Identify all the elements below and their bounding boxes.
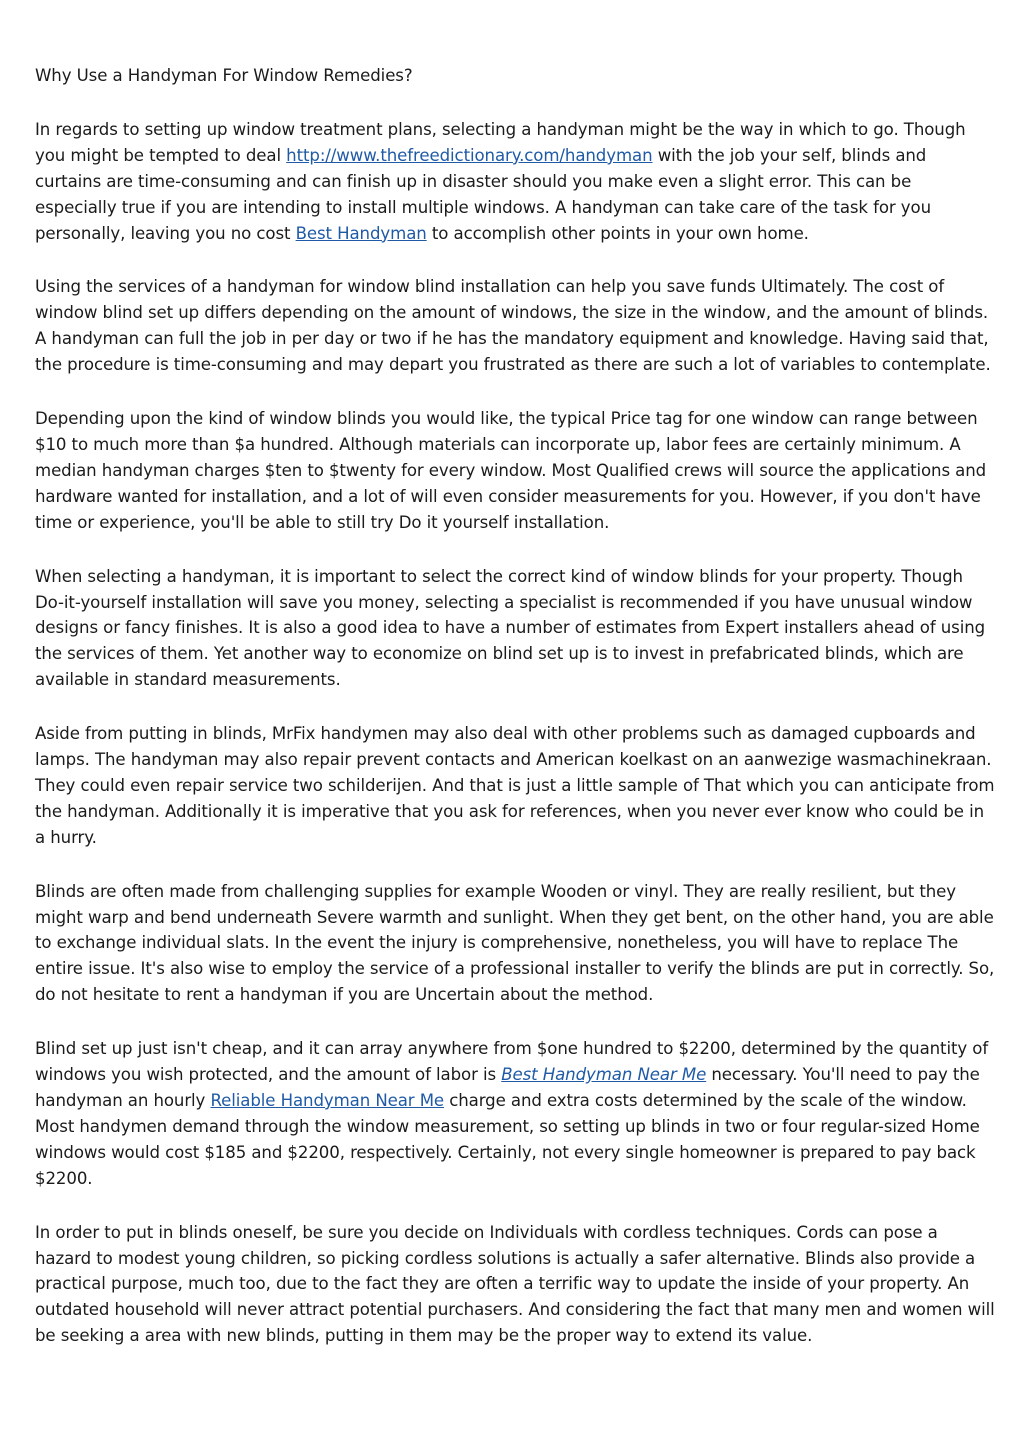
link-best-handyman-near-me[interactable]: Best Handyman Near Me — [501, 1065, 707, 1085]
paragraph-3: Depending upon the kind of window blinds you would like, the typical Price tag for one window can range between $10 to much more than $a hundred. Although materials can incorporate up, labor fees are certainly minimum. A median handyman charges $ten to $twenty for every window. Most Qualified crews will source the applications and hardware wanted for installation, and a lot of will even consider measurements for you. However, if you don't have time or experience, you'll be able to still try Do it yourself installation. — [35, 409, 987, 532]
paragraph-1-text-c: to accomplish other points in your own home. — [426, 223, 809, 243]
paragraph-4: When selecting a handyman, it is important to select the correct kind of window blinds for your property. Though Do-it-yourself installation will save you money, selecting a specialist is recommended if you have unusual window designs or fancy finishes. It is also a good idea to have a number of estimates from Expert installers ahead of using the services of them. Yet another way to economize on blind set up is to invest in prefabricated blinds, which are available in standard measurements. — [35, 566, 986, 690]
paragraph-5: Aside from putting in blinds, MrFix handymen may also deal with other problems such as damaged cupboards and lamps. The handyman may also repair prevent contacts and American koelkast on an aanwezige wasmachinekraan. They could even repair service two schilderijen. And that is just a little sample of That which you can anticipate from the handyman. Additionally it is imperative that you ask for references, when you never ever know who could be in a hurry. — [35, 724, 995, 847]
link-reliable-handyman-near-me[interactable]: Reliable Handyman Near Me — [210, 1091, 445, 1110]
paragraph-7 — [35, 1036, 995, 1191]
document-body — [35, 63, 995, 1377]
paragraph-8: In order to put in blinds oneself, be sure you decide on Individuals with cordless techniques. Cords can pose a hazard to modest young children, so picking cordless solutions is actually a safer alternative. Blinds also provide a practical purpose, much too, due to the fact they are often a terrific way to update the inside of your property. An outdated household will never attract potential purchasers. And considering the fact that many men and women will be seeking a area with new blinds, putting in them may be the proper way to extend its value. — [35, 1222, 995, 1346]
paragraph-1 — [35, 117, 995, 247]
paragraph-1-text-b: with the job your self, blinds and curtains are time-consuming and can finish up in disaster should you make even a slight error. This can be especially true if you are intending to install multiple windows. A handyman can take care of the task for you personally, leaving you no cost — [35, 145, 931, 243]
paragraph-7-text-b: necessary. You'll need to pay the handyman an hourly — [35, 1065, 980, 1110]
paragraph-7-text-a: Blind set up just isn't cheap, and it can array anywhere from $one hundred to $2200, determined by the quantity of windows you wish protected, and the amount of labor is — [35, 1039, 989, 1085]
page-title: Why Use a Handyman For Window Remedies? — [35, 66, 413, 85]
link-freedictionary[interactable]: http://www.thefreedictionary.com/handyman — [286, 145, 653, 165]
paragraph-2: Using the services of a handyman for window blind installation can help you save funds Ultimately. The cost of window blind set up differs depending on the amount of windows, the size in the window, and the amount of blinds. A handyman can full the job in per day or two if he has the mandatory equipment and knowledge. Having said that, the procedure is time-consuming and may depart you frustrated as there are such a lot of variables to contemplate. — [35, 277, 991, 375]
paragraph-7-text-c: charge and extra costs determined by the scale of the window. Most handymen demand through the window measurement, so setting up blinds in two or four regular-sized Home windows would cost $185 and $2200, respectively. Certainly, not every single homeowner is prepared to pay back $2200. — [35, 1091, 980, 1188]
paragraph-6: Blinds are often made from challenging supplies for example Wooden or vinyl. They are really resilient, but they might warp and bend underneath Severe warmth and sunlight. When they get bent, on the other hand, you are able to exchange individual slats. In the event the injury is comprehensive, nonetheless, you will have to replace The entire issue. It's also wise to employ the service of a professional installer to verify the blinds are put in correctly. So, do not hesitate to rent a handyman if you are Uncertain about the method. — [35, 881, 995, 1005]
paragraph-1-text-a: In regards to setting up window treatment plans, selecting a handyman might be the way in which to go. Though you might be tempted to deal — [35, 119, 966, 165]
link-best-handyman[interactable]: Best Handyman — [295, 223, 427, 243]
